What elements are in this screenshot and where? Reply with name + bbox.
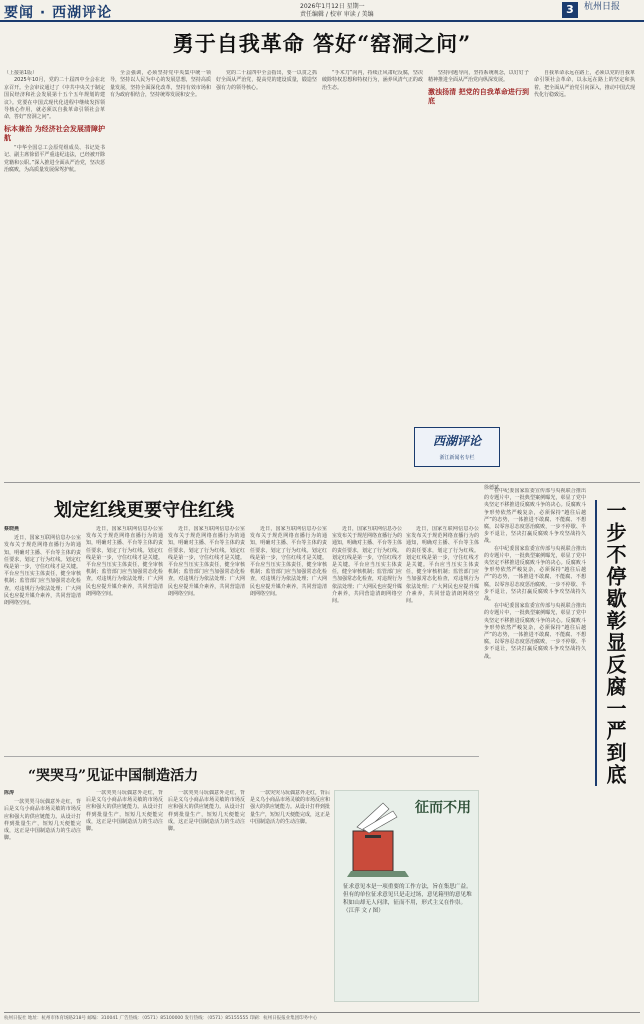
manufacturing-column-4: [250, 790, 330, 1008]
section-title: 要闻 · 西湖评论: [4, 5, 113, 21]
section-divider: [4, 756, 479, 757]
commentary-paragraph: 近日，国家互联网信息办公室发布关于规范网络直播行为的通知，明确对主播、平台等主体的责任要求，划定了行为红线。划定红线是第一步，守住红线才是关键。平台应当压实主体责任，健全审核机制；监管部门应当加强常态化检查，对违规行为依法处理；广大网民也应提升媒介素养，共同营造清朗网络空间。: [86, 526, 163, 597]
article-paragraph: 坚持问题导向，坚持系统观念，以钉钉子精神推进全面从严治党向纵深发展。: [428, 70, 529, 84]
article-continuation: （上接第1版）: [4, 70, 38, 76]
vertical-headline-text: 一步不停歇彰显反腐一严到底: [603, 500, 627, 786]
article-column-3: [216, 70, 317, 478]
article-column-2: [110, 70, 211, 478]
editor-credits: 责任编辑 / 校审 审读 / 美编: [300, 11, 374, 18]
xihu-column-subtitle: 浙江新闻名专栏: [439, 455, 475, 461]
commentary-column-6: [406, 526, 479, 752]
manufacturing-headline: “哭哭马”见证中国制造活力: [28, 768, 199, 784]
manufacturing-paragraph: 一款哭哭马玩偶意外走红，背后是义乌小商品市场灵敏的市场反应和强大的供应链能力。从设计打样到批量生产，短短几天便能完成，这正是中国制造活力的生动注脚。: [86, 790, 163, 833]
header-meta: [300, 3, 560, 19]
article-column-4: [322, 70, 423, 478]
commentary-paragraph: 近日，国家互联网信息办公室发布关于规范网络直播行为的通知，明确对主播、平台等主体的责任要求，划定了行为红线。划定红线是第一步，守住红线才是关键。平台应当压实主体责任，健全审核机制；监管部门应当加强常态化检查，对违规行为依法处理；广大网民也应提升媒介素养，共同营造清朗网络空间。: [4, 535, 81, 607]
page-number: 3: [562, 2, 578, 18]
top-article: [4, 26, 640, 480]
page-footer: 杭州日报社 地址：杭州市体育场路218号 邮编：310041 广告热线：（0571）85100000 发行热线：（0571）85155555 印刷：杭州日报报业集团印务中心: [4, 1012, 640, 1021]
article-subheading-1: 标本兼治 为经济社会发展清障护航: [4, 124, 105, 142]
manufacturing-column-2: [86, 790, 163, 1008]
right-article-paragraph: 在中纪委国家监委宣传部与央视联合推出的专题片中，一批典型案例曝光，彰显了党中央坚定不移推进反腐败斗争的决心。反腐败斗争形势依然严峻复杂，必须保持“越往后越严”的态势，一体推进不敢腐、不能腐、不想腐，以零容忍态度惩治腐败，一步不停歇、半步不退让，坚决打赢反腐败斗争攻坚战持久战。: [484, 603, 586, 660]
commentary-paragraph: 近日，国家互联网信息办公室发布关于规范网络直播行为的通知，明确对主播、平台等主体的责任要求，划定了行为红线。划定红线是第一步，守住红线才是关键。平台应当压实主体责任，健全审核机制；监管部门应当加强常态化检查，对违规行为依法处理；广大网民也应提升媒介素养，共同营造清朗网络空间。: [406, 526, 479, 605]
manufacturing-column-3: [168, 790, 245, 1008]
manufacturing-column-1: [4, 790, 81, 1008]
vertical-headline: [595, 500, 639, 786]
commentary-paragraph: 近日，国家互联网信息办公室发布关于规范网络直播行为的通知，明确对主播、平台等主体的责任要求，划定了行为红线。划定红线是第一步，守住红线才是关键。平台应当压实主体责任，健全审核机制；监管部门应当加强常态化检查，对违规行为依法处理；广大网民也应提升媒介素养，共同营造清朗网络空间。: [168, 526, 245, 597]
editorial-cartoon: [334, 790, 479, 1002]
manufacturing-paragraph: 一款哭哭马玩偶意外走红，背后是义乌小商品市场灵敏的市场反应和强大的供应链能力。从设计打样到批量生产，短短几天便能完成，这正是中国制造活力的生动注脚。: [4, 799, 81, 842]
section-divider: [4, 482, 640, 483]
commentary-paragraph: 近日，国家互联网信息办公室发布关于规范网络直播行为的通知，明确对主播、平台等主体的责任要求，划定了行为红线。划定红线是第一步，守住红线才是关键。平台应当压实主体责任，健全审核机制；监管部门应当加强常态化检查，对违规行为依法处理；广大网民也应提升媒介素养，共同营造清朗网络空间。: [332, 526, 402, 605]
lead-headline: 勇于自我革命 答好“窑洞之问”: [172, 31, 472, 56]
article-column-5: [428, 70, 529, 478]
article-subheading-2: 激浊扬清 把党的自我革命进行到底: [428, 87, 529, 105]
suggestion-box-illustration: [343, 797, 413, 881]
right-article-body: [484, 488, 586, 1013]
commentary-paragraph: 近日，国家互联网信息办公室发布关于规范网络直播行为的通知，明确对主播、平台等主体的责任要求，划定了行为红线。划定红线是第一步，守住红线才是关键。平台应当压实主体责任，健全审核机制；监管部门应当加强常态化检查，对违规行为依法处理；广大网民也应提升媒介素养，共同营造清朗网络空间。: [250, 526, 327, 597]
article-paragraph: 党的二十届四中全会指出，要一以贯之抓好全面从严治党，提高党的建设质量，锻造坚强有力的领导核心。: [216, 70, 317, 91]
masthead: [0, 0, 644, 22]
commentary-column-5: [332, 526, 402, 752]
article-column-6: [534, 70, 635, 478]
article-paragraph: “手术刀”向内，持续正风肃纪反腐，坚决破除特权思想和特权行为，涵养风清气正的政治生态。: [322, 70, 423, 91]
issue-date: 2026年1月12日 星期一: [300, 3, 365, 10]
article-paragraph: 全会强调，必须坚持党中央集中统一领导，坚持以人民为中心的发展思想，坚持高质量发展，坚持全面深化改革，坚持有效市场和有为政府相结合，坚持统筹发展和安全。: [110, 70, 211, 99]
article-paragraph: 2025年10月，党的二十届四中全会在北京召开。全会审议通过了《中共中央关于制定国民经济和社会发展第十五个五年规划的建议》。党要在中国式现代化进程中继续发挥领导核心作用，就必须以自我革命引领社会革命，答好“窑洞之问”。: [4, 77, 105, 121]
manufacturing-paragraph: 一款哭哭马玩偶意外走红，背后是义乌小商品市场灵敏的市场反应和强大的供应链能力。从设计打样到批量生产，短短几天便能完成，这正是中国制造活力的生动注脚。: [250, 790, 330, 825]
right-article-paragraph: 在中纪委国家监委宣传部与央视联合推出的专题片中，一批典型案例曝光，彰显了党中央坚定不移推进反腐败斗争的决心。反腐败斗争形势依然严峻复杂，必须保持“越往后越严”的态势，一体推进不敢腐、不能腐、不想腐，以零容忍态度惩治腐败，一步不停歇、半步不退让，坚决打赢反腐败斗争攻坚战持久战。: [484, 488, 586, 545]
right-article-paragraph: 在中纪委国家监委宣传部与央视联合推出的专题片中，一批典型案例曝光，彰显了党中央坚定不移推进反腐败斗争的决心。反腐败斗争形势依然严峻复杂，必须保持“越往后越严”的态势，一体推进不敢腐、不能腐、不想腐，以零容忍态度惩治腐败，一步不停歇、半步不退让，坚决打赢反腐败斗争攻坚战持久战。: [484, 545, 586, 603]
newspaper-logo: 杭州日报: [584, 2, 621, 12]
manufacturing-paragraph: 一款哭哭马玩偶意外走红，背后是义乌小商品市场灵敏的市场反应和强大的供应链能力。从设计打样到批量生产，短短几天便能完成，这正是中国制造活力的生动注脚。: [168, 790, 245, 833]
commentary-column-2: [86, 526, 163, 752]
xihu-column-title: 西湖评论: [432, 434, 481, 448]
commentary-headline: 划定红线更要守住红线: [54, 500, 234, 521]
article-paragraph: 自我革命永远在路上，必须以党的自我革命引领社会革命，以永远在路上的坚定和执着，把全面从严治党引向深入，推动中国式现代化行稳致远。: [534, 70, 635, 99]
commentary-column-4: [250, 526, 327, 752]
right-article-byline: 徐德斌: [484, 485, 500, 491]
cartoon-caption: 征求意见本是一项重要的工作方法，旨在集思广益。但有的单位征求意见只是走过场，意见箱里的意见堆积如山却无人问津，征而不用，形式主义在作祟。（江萍 文 / 图）: [343, 884, 472, 914]
manufacturing-byline: 陈涛: [4, 790, 15, 796]
commentary-column-3: [168, 526, 245, 752]
article-column-1: [4, 70, 105, 478]
article-paragraph: “中华全国总工会原党组成员、书记处书记、副主席徐留平严重违纪违法，已经被开除党籍和公职。”深入推进全面从严治党，坚决惩治腐败，为高质量发展保驾护航。: [4, 144, 105, 174]
commentary-byline: 蔡晓燕: [4, 526, 20, 532]
xihu-column-badge: [414, 427, 500, 467]
cartoon-title: 征而不用: [415, 800, 471, 816]
commentary-column-1: [4, 526, 81, 752]
